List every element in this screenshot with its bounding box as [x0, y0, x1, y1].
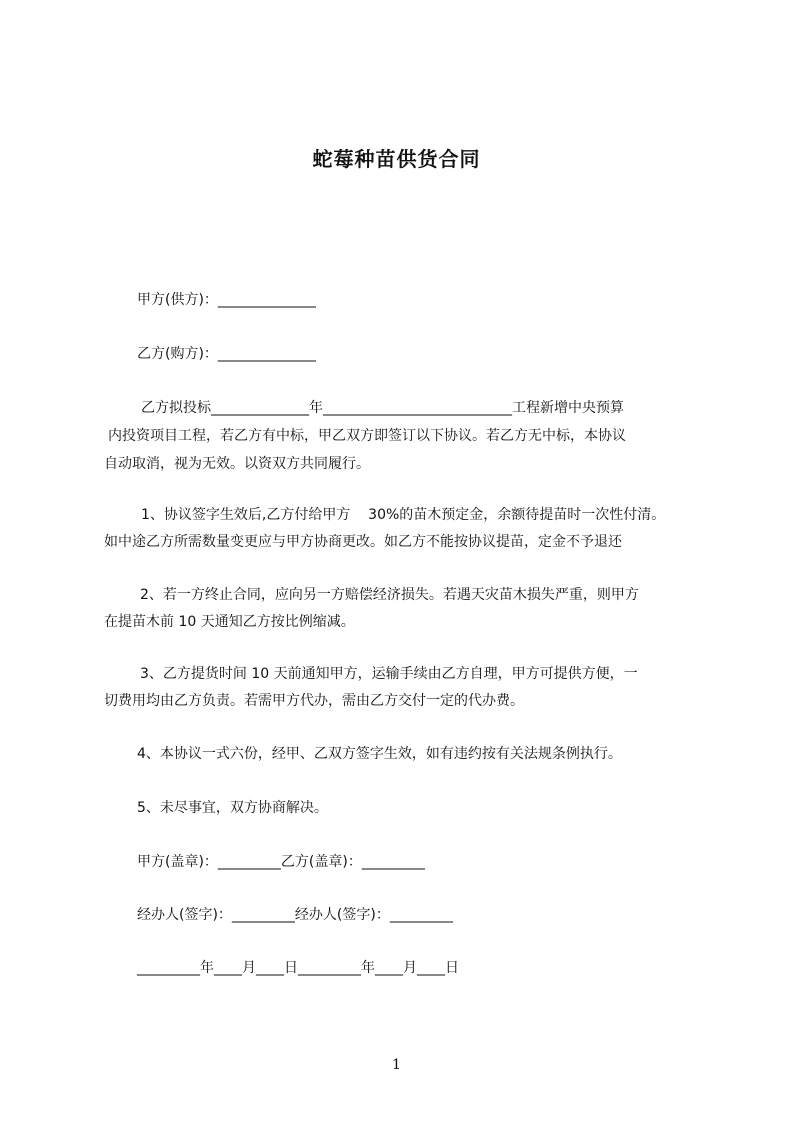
clause-2-line-2: 在提苗木前 10 天通知乙方按比例缩减。 — [104, 614, 355, 630]
party-a-line: 甲方(供方)：______________ — [137, 292, 316, 308]
party-b-line: 乙方(购方)：______________ — [137, 346, 316, 362]
page-number: 1 — [392, 1057, 401, 1073]
seal-line: 甲方(盖章)：_________乙方(盖章)：_________ — [137, 854, 425, 870]
intro-line-3: 自动取消，视为无效。以资双方共同履行。 — [104, 456, 370, 472]
document-title: 蛇莓种苗供货合同 — [312, 147, 481, 171]
intro-line-1: 乙方拟投标______________年___________________________工程新增中央预算 — [141, 400, 624, 416]
clause-3-line-1: 3、乙方提货时间 10 天前通知甲方，运输手续由乙方自理，甲方可提供方便，一 — [140, 666, 638, 682]
clause-2-line-1: 2、若一方终止合同，应向另一方赔偿经济损失。若遇天灾苗木损失严重，则甲方 — [140, 587, 639, 603]
date-line: _________年____月____日_________年____月____日 — [137, 960, 459, 976]
clause-3-line-2: 切费用均由乙方负责。若需甲方代办，需由乙方交付一定的代办费。 — [104, 693, 524, 709]
intro-line-2: 内投资项目工程，若乙方有中标，甲乙双方即签订以下协议。若乙方无中标，本协议 — [108, 428, 626, 444]
clause-5-line: 5、未尽事宜，双方协商解决。 — [137, 800, 328, 816]
clause-1-line-1: 1、协议签字生效后,乙方付给甲方 30%的苗木预定金，余额待提苗时一次性付清。 — [141, 507, 666, 523]
signature-line: 经办人(签字)：_________经办人(签字)：_________ — [137, 907, 453, 923]
clause-4-line: 4、本协议一式六份，经甲、乙双方签字生效，如有违约按有关法规条例执行。 — [137, 746, 622, 762]
clause-1-line-2: 如中途乙方所需数量变更应与甲方协商更改。如乙方不能按协议提苗，定金不予退还 — [104, 534, 622, 550]
